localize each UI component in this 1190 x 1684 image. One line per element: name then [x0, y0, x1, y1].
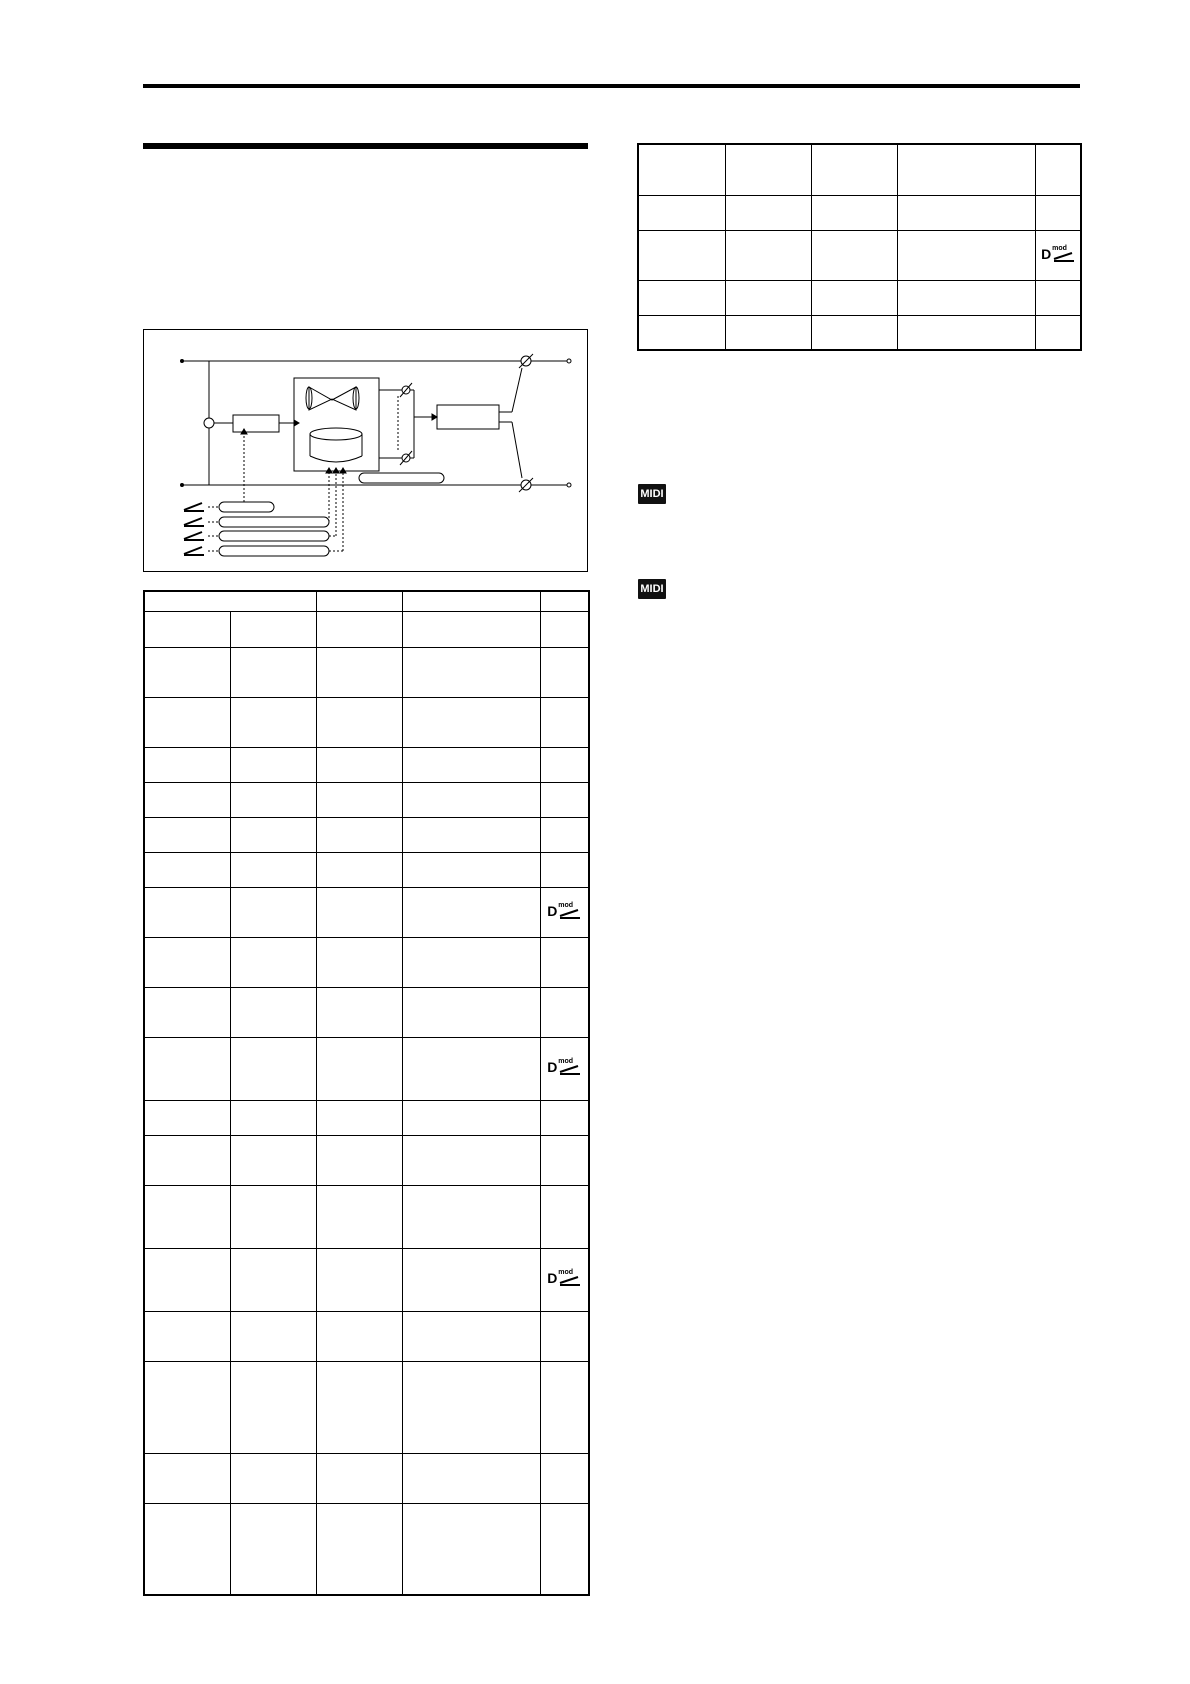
table-cell	[402, 852, 540, 887]
table-cell	[230, 1248, 316, 1311]
table-cell	[540, 1185, 589, 1248]
table-row	[144, 887, 589, 937]
table-cell	[540, 937, 589, 987]
table-cell	[144, 1135, 230, 1185]
table-cell	[316, 1037, 402, 1100]
table-cell	[898, 144, 1036, 195]
table-cell	[898, 230, 1036, 280]
block-diagram-graphic	[144, 330, 589, 573]
dmod-superscript: mod	[558, 901, 574, 909]
table-cell	[540, 1135, 589, 1185]
table-cell	[725, 195, 811, 230]
table-cell	[402, 1135, 540, 1185]
table-cell	[230, 647, 316, 697]
table-cell	[725, 144, 811, 195]
table-cell	[540, 1503, 589, 1595]
table-row	[638, 230, 1081, 280]
table-cell	[811, 280, 897, 315]
table-cell	[316, 647, 402, 697]
table-row	[144, 1311, 589, 1361]
table-cell	[402, 1361, 540, 1453]
table-cell	[402, 1311, 540, 1361]
table-cell	[402, 1503, 540, 1595]
table-cell	[144, 852, 230, 887]
table-row	[144, 1503, 589, 1595]
table-cell	[316, 987, 402, 1037]
table-cell	[316, 747, 402, 782]
dmod-letter: D	[1041, 245, 1052, 262]
table-cell	[316, 852, 402, 887]
table-cell	[402, 1185, 540, 1248]
table-cell	[402, 937, 540, 987]
table-cell	[540, 647, 589, 697]
table-cell	[316, 1248, 402, 1311]
table-cell	[898, 280, 1036, 315]
table-cell	[540, 987, 589, 1037]
midi-label: MIDI	[640, 488, 664, 500]
table-cell	[540, 817, 589, 852]
table-cell	[144, 1503, 230, 1595]
table-row	[144, 1185, 589, 1248]
table-cell	[811, 195, 897, 230]
table-cell	[144, 747, 230, 782]
table-cell	[540, 611, 589, 647]
table-row	[144, 937, 589, 987]
table-cell	[230, 817, 316, 852]
table-cell	[638, 280, 725, 315]
table-row	[144, 1453, 589, 1503]
table-cell	[230, 782, 316, 817]
table-cell	[144, 591, 316, 611]
table-cell	[540, 697, 589, 747]
table-row	[144, 647, 589, 697]
table-cell	[144, 1100, 230, 1135]
table-cell	[402, 1453, 540, 1503]
table-row	[638, 195, 1081, 230]
table-cell	[316, 611, 402, 647]
table-cell	[402, 1037, 540, 1100]
table-row	[144, 817, 589, 852]
table-cell	[230, 1361, 316, 1453]
table-cell	[1036, 230, 1081, 280]
table-cell	[230, 611, 316, 647]
table-cell	[316, 1135, 402, 1185]
table-cell	[402, 747, 540, 782]
table-cell	[144, 1185, 230, 1248]
table-cell	[402, 987, 540, 1037]
table-cell	[230, 1311, 316, 1361]
table-cell	[144, 697, 230, 747]
table-cell	[230, 1037, 316, 1100]
table-cell	[638, 144, 725, 195]
dmod-superscript: mod	[558, 1058, 574, 1065]
table-cell	[540, 591, 589, 611]
table-cell	[316, 937, 402, 987]
table-cell	[144, 1453, 230, 1503]
table-row	[144, 1037, 589, 1100]
table-cell	[316, 1100, 402, 1135]
dmod-letter: D	[547, 1059, 558, 1075]
table-row	[144, 852, 589, 887]
table-cell	[230, 1503, 316, 1595]
table-row	[638, 144, 1081, 195]
table-cell	[402, 611, 540, 647]
table-cell	[725, 230, 811, 280]
table-cell	[316, 1361, 402, 1453]
table-row	[144, 697, 589, 747]
dmod-letter: D	[547, 902, 558, 919]
table-cell	[725, 280, 811, 315]
table-cell	[316, 1503, 402, 1595]
table-cell	[144, 1248, 230, 1311]
table-cell	[316, 782, 402, 817]
table-cell	[316, 1185, 402, 1248]
dmod-superscript: mod	[1052, 244, 1067, 252]
table-cell	[144, 987, 230, 1037]
table-cell	[898, 315, 1036, 350]
dmod-icon	[547, 1058, 581, 1076]
table-row	[144, 782, 589, 817]
table-cell	[540, 852, 589, 887]
table-cell	[230, 747, 316, 782]
table-cell	[316, 887, 402, 937]
table-cell	[144, 611, 230, 647]
table-cell	[402, 1100, 540, 1135]
table-cell	[230, 1135, 316, 1185]
table-row	[638, 280, 1081, 315]
table-row	[144, 1100, 589, 1135]
table-cell	[316, 697, 402, 747]
table-row	[638, 315, 1081, 350]
table-cell	[230, 937, 316, 987]
table-cell	[144, 782, 230, 817]
table-cell	[402, 887, 540, 937]
section-heading-rule	[143, 143, 588, 149]
table-cell	[316, 591, 402, 611]
table-cell	[811, 144, 897, 195]
table-cell	[725, 315, 811, 350]
table-cell	[230, 852, 316, 887]
table-cell	[540, 1453, 589, 1503]
midi-icon	[638, 484, 666, 504]
table-cell	[230, 887, 316, 937]
table-row	[144, 1361, 589, 1453]
right-parameter-table	[637, 143, 1082, 351]
table-cell	[230, 987, 316, 1037]
table-cell	[402, 591, 540, 611]
table-row	[144, 987, 589, 1037]
table-cell	[540, 1248, 589, 1311]
table-cell	[316, 1453, 402, 1503]
table-cell	[1036, 280, 1081, 315]
table-cell	[1036, 144, 1081, 195]
table-cell	[144, 1037, 230, 1100]
table-cell	[1036, 195, 1081, 230]
table-cell	[638, 195, 725, 230]
table-cell	[316, 817, 402, 852]
table-cell	[144, 647, 230, 697]
table-cell	[402, 782, 540, 817]
table-cell	[402, 697, 540, 747]
table-cell	[402, 817, 540, 852]
table-cell	[540, 887, 589, 937]
table-row	[144, 591, 589, 611]
table-cell	[540, 1361, 589, 1453]
table-cell	[230, 1100, 316, 1135]
table-cell	[638, 315, 725, 350]
midi-label: MIDI	[640, 583, 664, 595]
left-parameter-table	[143, 590, 590, 1596]
table-cell	[540, 782, 589, 817]
dmod-icon	[547, 1269, 581, 1287]
table-cell	[811, 315, 897, 350]
table-cell	[144, 817, 230, 852]
table-cell	[540, 747, 589, 782]
table-cell	[402, 647, 540, 697]
table-cell	[811, 230, 897, 280]
table-cell	[898, 195, 1036, 230]
table-cell	[540, 1100, 589, 1135]
table-cell	[540, 1311, 589, 1361]
dmod-letter: D	[547, 1270, 558, 1286]
table-cell	[1036, 315, 1081, 350]
table-row	[144, 1135, 589, 1185]
midi-icon	[638, 579, 666, 599]
table-cell	[638, 230, 725, 280]
dmod-icon	[1041, 245, 1075, 263]
dmod-superscript: mod	[558, 1269, 574, 1276]
dmod-icon	[547, 902, 581, 920]
table-cell	[230, 1185, 316, 1248]
table-cell	[144, 1311, 230, 1361]
block-diagram	[143, 329, 588, 572]
table-cell	[144, 1361, 230, 1453]
page-top-rule	[143, 84, 1080, 88]
table-cell	[402, 1248, 540, 1311]
table-cell	[144, 937, 230, 987]
table-cell	[230, 1453, 316, 1503]
table-cell	[316, 1311, 402, 1361]
table-row	[144, 611, 589, 647]
table-cell	[230, 697, 316, 747]
pedal-icon	[184, 503, 204, 555]
table-cell	[540, 1037, 589, 1100]
table-cell	[144, 887, 230, 937]
table-row	[144, 747, 589, 782]
table-row	[144, 1248, 589, 1311]
